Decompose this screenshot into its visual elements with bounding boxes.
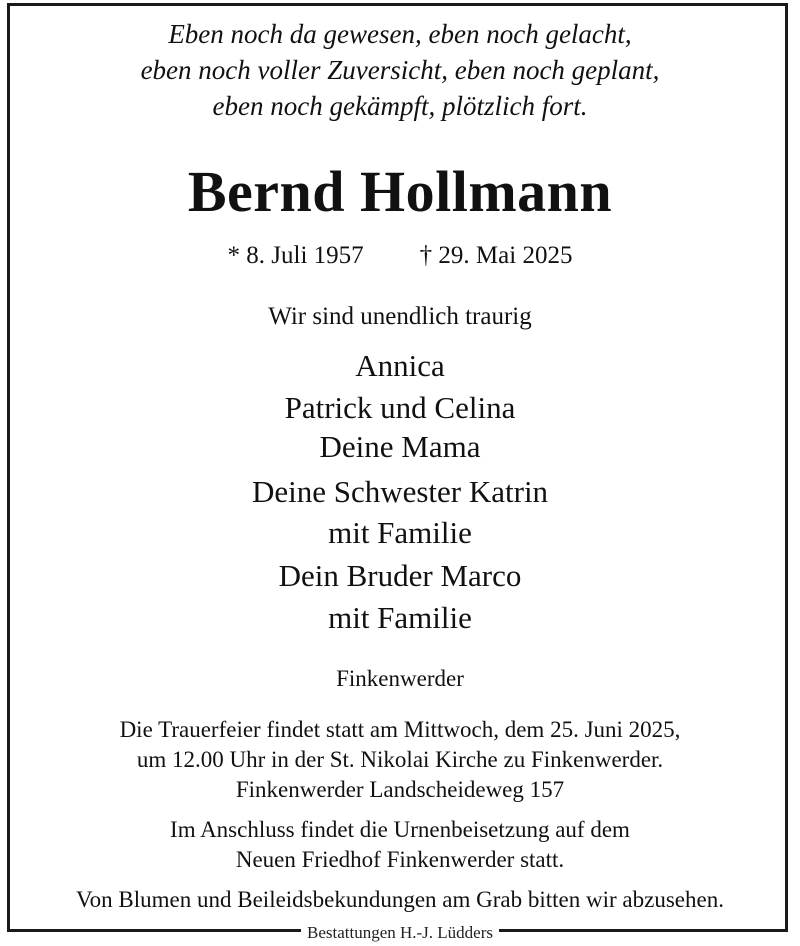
life-dates: [0, 241, 800, 271]
ceremony-line-2: um 12.00 Uhr in der St. Nikolai Kirche zu Finkenwerder.: [136, 747, 664, 772]
death-date: † 29. Mai 2025: [419, 242, 573, 269]
request-line: Von Blumen und Beileidsbekundungen am Grab bitten wir abzusehen.: [76, 887, 724, 912]
undertaker-footer: [0, 922, 800, 946]
undertaker-name: Bestattungen H.-J. Lüdders: [301, 922, 499, 944]
mourner-line: Deine Schwester Katrin: [251, 474, 549, 509]
poem-line-3: eben noch gekämpft, plötzlich fort.: [212, 91, 588, 121]
mourning-intro: Wir sind unendlich traurig: [268, 303, 532, 330]
poem-line-1: Eben noch da gewesen, eben noch gelacht,: [168, 19, 632, 49]
mourner-line: mit Familie: [328, 600, 472, 635]
mourner-line: Deine Mama: [319, 429, 481, 464]
place-name: Finkenwerder: [336, 666, 464, 691]
mourner-line: Patrick und Celina: [284, 390, 516, 425]
burial-line-2: Neuen Friedhof Finkenwerder statt.: [235, 847, 565, 872]
mourner-line: mit Familie: [328, 515, 472, 550]
birth-date: * 8. Juli 1957: [227, 242, 364, 269]
mourner-line: Dein Bruder Marco: [278, 558, 522, 593]
mourner-line: Annica: [355, 348, 445, 383]
burial-line-1: Im Anschluss findet die Urnenbeisetzung auf dem: [170, 817, 630, 842]
poem-line-2: eben noch voller Zuversicht, eben noch geplant,: [140, 55, 660, 85]
deceased-name: Bernd Hollmann: [187, 159, 613, 224]
ceremony-line-1: Die Trauerfeier findet statt am Mittwoch, dem 25. Juni 2025,: [119, 717, 681, 742]
ceremony-address: Finkenwerder Landscheideweg 157: [235, 777, 565, 802]
